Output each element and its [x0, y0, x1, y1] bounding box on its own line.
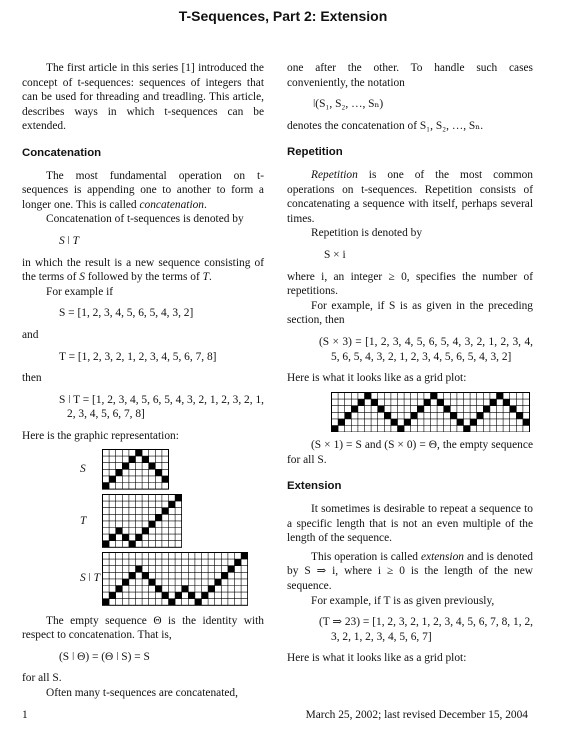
graphic-caption: Here is the graphic representation: — [22, 429, 179, 442]
extension-paragraph-2: This operation is called extension and is denoted by S ⇒ i, where i ≥ 0 is the length of the new sequence. — [287, 550, 533, 593]
grid-cell-filled — [175, 495, 182, 502]
grid-row-t — [22, 494, 264, 548]
concat-paragraph-2: Concatenation of t-sequences is denoted by — [46, 213, 244, 226]
grid-cell-filled — [175, 592, 182, 599]
grid-cell-filled — [202, 592, 209, 599]
repetition-paragraph-3: where i, an integer ≥ 0, specifies the number of repetitions. — [287, 270, 533, 298]
heading-repetition: Repetition — [287, 146, 343, 159]
grid-cell-filled — [155, 585, 162, 592]
grid-row-s — [22, 449, 264, 490]
grid-plot-s-times-3-wrap — [331, 392, 533, 433]
grid-cell-filled — [116, 470, 123, 477]
grid-cell-filled — [345, 412, 352, 419]
grid-cell-filled — [208, 585, 215, 592]
grid-cell-filled — [384, 412, 391, 419]
grid-cell-filled — [109, 534, 116, 541]
grid-cell-filled — [351, 405, 358, 412]
grid-cell-filled — [215, 579, 222, 586]
equation-identity: (S ǀ Θ) = (Θ ǀ S) = S — [59, 650, 150, 663]
grid-plot-t — [102, 494, 182, 548]
equation-t-extend-23: (T ⇒ 23) = [1, 2, 3, 2, 1, 2, 3, 4, 5, 6, 7, 8, 1, 2, 3, 2, 1, 2, 3, 4, 5, 6, 7] — [319, 616, 533, 643]
grid-plot-s-times-3 — [331, 392, 530, 433]
grid-cell-filled — [162, 592, 169, 599]
grid-cell-filled — [142, 528, 149, 535]
grid-cell-filled — [431, 392, 438, 399]
repetition-plot-caption: Here is what it looks like as a grid plot: — [287, 372, 467, 385]
extension-paragraph-3: For example, if T is as given previously, — [311, 594, 495, 607]
footer-date: March 25, 2002; last revised December 15, 2004 — [305, 709, 528, 721]
grid-cell-filled — [116, 528, 123, 535]
grid-cell-filled — [490, 399, 497, 406]
grid-cell-filled — [195, 599, 202, 606]
grid-cell-filled — [332, 425, 339, 432]
grid-cell-filled — [129, 457, 136, 464]
equation-s-times-3: (S × 3) = [1, 2, 3, 4, 5, 6, 5, 4, 3, 2, 1, 2, 3, 4, 5, 6, 5, 4, 3, 2, 1, 2, 3, 4, 5, 6, 5, 4, 3, 2] — [319, 335, 533, 363]
grid-cell-filled — [477, 412, 484, 419]
word-then: then — [22, 372, 42, 385]
grid-cell-filled — [155, 514, 162, 521]
grid-cell-filled — [417, 405, 424, 412]
grid-cell-filled — [129, 572, 136, 579]
grid-cell-filled — [516, 412, 523, 419]
grid-cell-filled — [235, 559, 242, 566]
grid-cell-filled — [411, 412, 418, 419]
word-and: and — [22, 328, 39, 341]
continuation-paragraph: one after the other. To handle such cases conveniently, the notation — [287, 62, 533, 89]
grid-cell-filled — [103, 483, 110, 490]
grid-cell-filled — [182, 585, 189, 592]
grid-cell-filled — [424, 399, 431, 406]
grid-cell-filled — [103, 541, 110, 548]
equation-s-times-i: S × i — [324, 248, 346, 261]
heading-extension: Extension — [287, 480, 342, 493]
grid-cell-filled — [136, 534, 143, 541]
grid-cell-filled — [122, 463, 129, 470]
right-column — [287, 61, 533, 666]
grid-cell-filled — [162, 508, 169, 515]
grid-cell-filled — [188, 592, 195, 599]
grid-cell-filled — [365, 392, 372, 399]
grid-cell-filled — [241, 552, 248, 559]
grid-cell-filled — [391, 419, 398, 426]
grid-cell-filled — [497, 392, 504, 399]
equation-s-bar-t: S ǀ T — [59, 234, 80, 247]
grid-label-s-bar-t: S ǀ T — [80, 572, 101, 585]
grid-cell-filled — [437, 399, 444, 406]
repetition-paragraph-4: For example, if S is as given in the preceding section, then — [287, 299, 533, 327]
grid-cell-filled — [523, 419, 530, 426]
grid-cell-filled — [142, 457, 149, 464]
grid-cell-filled — [136, 566, 143, 573]
grid-cell-filled — [371, 399, 378, 406]
grid-cell-filled — [142, 572, 149, 579]
page-title: T-Sequences, Part 2: Extension — [178, 8, 388, 24]
equation-s: S = [1, 2, 3, 4, 5, 6, 5, 4, 3, 2] — [59, 307, 194, 320]
left-column — [22, 61, 264, 701]
grid-cell-filled — [228, 566, 235, 573]
grid-cell-filled — [122, 579, 129, 586]
grid-label-t: T — [80, 514, 87, 527]
grid-plot-s-bar-t — [102, 552, 248, 606]
grid-row-s-bar-t — [22, 552, 264, 606]
equation-t: T = [1, 2, 3, 2, 1, 2, 3, 4, 5, 6, 7, 8] — [59, 350, 217, 363]
grid-cell-filled — [483, 405, 490, 412]
grid-cell-filled — [149, 579, 156, 586]
grid-cell-filled — [398, 425, 405, 432]
grid-cell-filled — [116, 585, 123, 592]
for-all-s: for all S. — [22, 672, 62, 685]
repetition-paragraph-5: (S × 1) = S and (S × 0) = Θ, the empty sequence for all S. — [287, 439, 533, 466]
grid-cell-filled — [503, 399, 510, 406]
extension-paragraph-1: It sometimes is desirable to repeat a sequence to a specific length that is not an even multiple of the length of the sequence. — [287, 503, 533, 545]
grid-cell-filled — [444, 405, 451, 412]
grid-cell-filled — [221, 572, 228, 579]
grid-cell-filled — [338, 419, 345, 426]
grid-cell-filled — [149, 463, 156, 470]
intro-paragraph: The first article in this series [1] introduced the concept of t-sequences: sequences of integers that can be used for threading and treadling. This article, describes ways in which t-sequences can be extended. — [22, 62, 264, 133]
grid-cell-filled — [169, 501, 176, 508]
grid-cell-filled — [464, 425, 471, 432]
grid-cell-filled — [122, 534, 129, 541]
equation-sequence-list: ǀ(S₁, S₂, …, Sₙ) — [313, 98, 384, 111]
grid-cell-filled — [457, 419, 464, 426]
grid-cell-filled — [136, 450, 143, 457]
concat-paragraph-3: in which the result is a new sequence consisting of the terms of S followed by the terms of T. — [22, 256, 264, 284]
grid-cell-filled — [155, 470, 162, 477]
grid-cell-filled — [149, 521, 156, 528]
grid-cell-filled — [510, 405, 517, 412]
grid-cell-filled — [109, 592, 116, 599]
concat-paragraph-1: The most fundamental operation on t-sequences is appending one to another to form a longer one. This is called concatenation. — [22, 169, 264, 211]
empty-sequence-paragraph: The empty sequence Θ is the identity with respect to concatenation. That is, — [22, 614, 264, 642]
grid-cell-filled — [103, 599, 110, 606]
denotes-paragraph: denotes the concatenation of S₁, S₂, …, Sₙ. — [287, 119, 484, 132]
page-footer — [22, 708, 528, 723]
grid-cell-filled — [129, 541, 136, 548]
heading-concatenation: Concatenation — [22, 146, 102, 159]
grid-cell-filled — [109, 476, 116, 483]
equation-s-bar-t-result: S ǀ T = [1, 2, 3, 4, 5, 6, 5, 4, 3, 2, 1, 2, 3, 2, 1, 2, 3, 4, 5, 6, 7, 8] — [59, 393, 264, 421]
often-paragraph: Often many t-sequences are concatenated, — [46, 687, 238, 700]
repetition-paragraph-1: Repetition is one of the most common operations on t-sequences. Repetition consists of concatenating a sequence with itself, perhaps several times. — [287, 168, 533, 225]
grid-cell-filled — [470, 419, 477, 426]
extension-plot-caption: Here is what it looks like as a grid plot: — [287, 652, 467, 665]
page-number: 1 — [22, 709, 28, 721]
concat-paragraph-4: For example if — [46, 285, 114, 298]
grid-plot-s — [102, 449, 169, 490]
grid-cell-filled — [450, 412, 457, 419]
grid-label-s: S — [80, 463, 86, 476]
grid-cell-filled — [169, 599, 176, 606]
grid-cell-filled — [378, 405, 385, 412]
grid-cell-filled — [358, 399, 365, 406]
grid-cell-filled — [162, 476, 169, 483]
grid-cell-filled — [404, 419, 411, 426]
repetition-paragraph-2: Repetition is denoted by — [311, 227, 423, 240]
